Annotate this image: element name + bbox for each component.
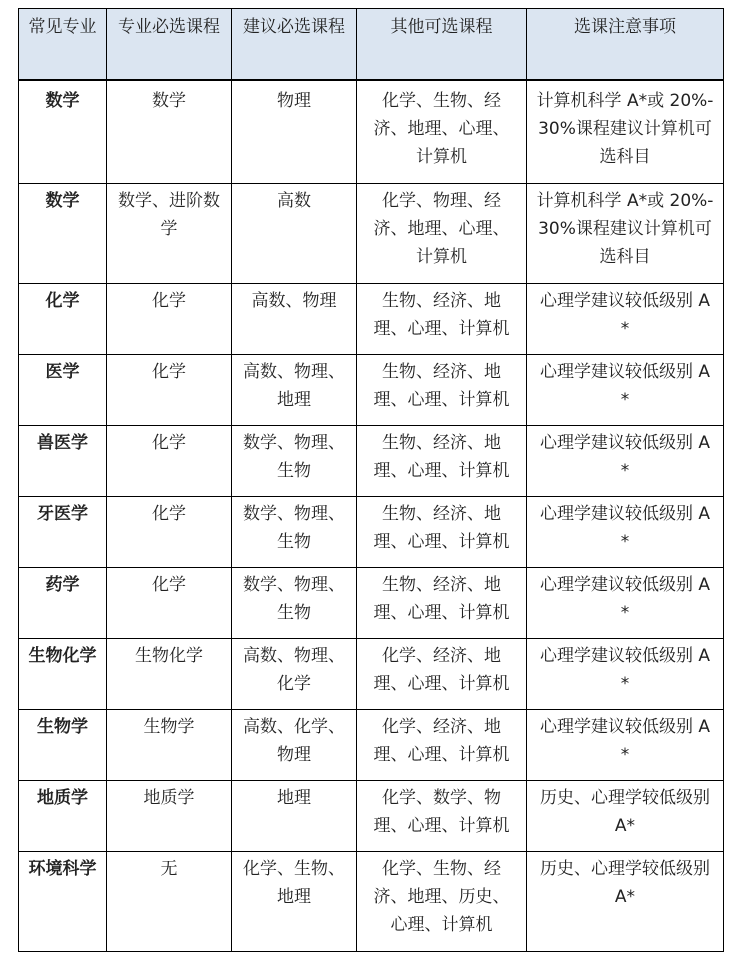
major-cell: 牙医学 [19,497,107,568]
optional-cell: 化学、数学、物理、心理、计算机 [357,781,527,852]
table-row [19,80,724,184]
optional-cell: 生物、经济、地理、心理、计算机 [357,355,527,426]
table-row [19,852,724,952]
major-cell: 地质学 [19,781,107,852]
table-row [19,426,724,497]
major-cell: 数学 [19,80,107,184]
required-cell: 数学 [107,80,232,184]
notes-cell: 心理学建议较低级别 A* [527,497,724,568]
major-cell: 生物学 [19,710,107,781]
recommended-cell: 高数、化学、物理 [232,710,357,781]
header-recommended-courses: 建议必选课程 [232,9,357,81]
major-cell: 药学 [19,568,107,639]
notes-cell: 心理学建议较低级别 A* [527,284,724,355]
recommended-cell: 物理 [232,80,357,184]
notes-cell: 心理学建议较低级别 A* [527,568,724,639]
header-notes: 选课注意事项 [527,9,724,81]
recommended-cell: 高数、物理、地理 [232,355,357,426]
header-required-courses: 专业必选课程 [107,9,232,81]
table-row [19,710,724,781]
recommended-cell: 化学、生物、地理 [232,852,357,952]
optional-cell: 化学、物理、经济、地理、心理、计算机 [357,184,527,284]
recommended-cell: 数学、物理、生物 [232,426,357,497]
notes-cell: 心理学建议较低级别 A* [527,710,724,781]
notes-cell: 心理学建议较低级别 A* [527,426,724,497]
major-cell: 医学 [19,355,107,426]
header-optional-courses: 其他可选课程 [357,9,527,81]
optional-cell: 化学、生物、经济、地理、心理、计算机 [357,80,527,184]
optional-cell: 生物、经济、地理、心理、计算机 [357,497,527,568]
optional-cell: 生物、经济、地理、心理、计算机 [357,284,527,355]
optional-cell: 化学、生物、经济、地理、历史、心理、计算机 [357,852,527,952]
major-cell: 数学 [19,184,107,284]
notes-cell: 心理学建议较低级别 A* [527,355,724,426]
notes-cell: 历史、心理学较低级别 A* [527,781,724,852]
optional-cell: 生物、经济、地理、心理、计算机 [357,568,527,639]
required-cell: 数学、进阶数学 [107,184,232,284]
optional-cell: 化学、经济、地理、心理、计算机 [357,639,527,710]
header-major: 常见专业 [19,9,107,81]
major-cell: 兽医学 [19,426,107,497]
notes-cell: 历史、心理学较低级别 A* [527,852,724,952]
recommended-cell: 数学、物理、生物 [232,497,357,568]
required-cell: 化学 [107,355,232,426]
recommended-cell: 地理 [232,781,357,852]
major-cell: 环境科学 [19,852,107,952]
required-cell: 化学 [107,426,232,497]
recommended-cell: 数学、物理、生物 [232,568,357,639]
course-selection-table [18,8,724,952]
notes-cell: 心理学建议较低级别 A* [527,639,724,710]
major-cell: 化学 [19,284,107,355]
required-cell: 地质学 [107,781,232,852]
required-cell: 生物化学 [107,639,232,710]
required-cell: 化学 [107,568,232,639]
notes-cell: 计算机科学 A*或 20%-30%课程建议计算机可选科目 [527,80,724,184]
table-row [19,184,724,284]
recommended-cell: 高数、物理、化学 [232,639,357,710]
table-row [19,781,724,852]
required-cell: 化学 [107,284,232,355]
table-row [19,568,724,639]
optional-cell: 生物、经济、地理、心理、计算机 [357,426,527,497]
required-cell: 无 [107,852,232,952]
table-row [19,639,724,710]
table-row [19,497,724,568]
required-cell: 生物学 [107,710,232,781]
major-cell: 生物化学 [19,639,107,710]
table-row [19,284,724,355]
optional-cell: 化学、经济、地理、心理、计算机 [357,710,527,781]
required-cell: 化学 [107,497,232,568]
table-row [19,355,724,426]
notes-cell: 计算机科学 A*或 20%-30%课程建议计算机可选科目 [527,184,724,284]
recommended-cell: 高数、物理 [232,284,357,355]
table-header-row [19,9,724,81]
recommended-cell: 高数 [232,184,357,284]
